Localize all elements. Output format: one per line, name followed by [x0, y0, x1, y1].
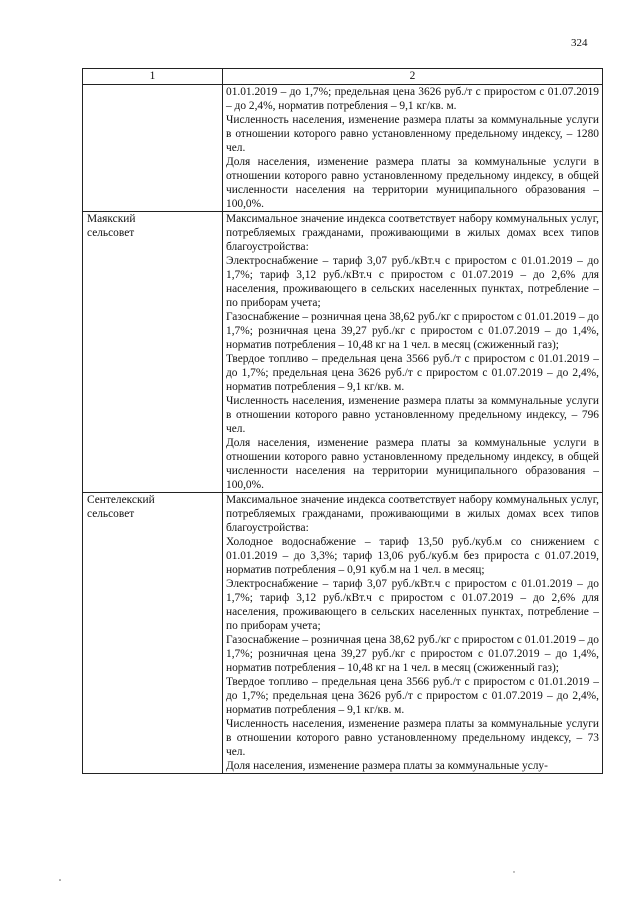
paragraph: Максимальное значение индекса соответствует набору коммунальных услуг, потребляемых гражданами, проживающими в жилых домах всех типов благоустройства: — [226, 494, 599, 534]
scan-speck — [513, 871, 514, 872]
paragraph: Газоснабжение – розничная цена 38,62 руб./кг с приростом с 01.01.2019 – до 1,7%; розничная цена 39,27 руб./кг с приростом с 01.07.2019 – до 1,4%, норматив потребления – 10,48 кг на 1 чел. в месяц (сжиженный газ); — [226, 311, 599, 351]
paragraph: Максимальное значение индекса соответствует набору коммунальных услуг, потребляемых гражданами, проживающими в жилых домах всех типов благоустройства: — [226, 213, 599, 253]
paragraph: Холодное водоснабжение – тариф 13,50 руб./куб.м со снижением с 01.01.2019 – до 3,3%; тариф 13,06 руб./куб.м без прироста с 01.07.2019, норматив потребления – 0,91 куб.м на 1 чел. в месяц; — [226, 536, 599, 576]
column-header-2: 2 — [223, 69, 603, 85]
municipality-type: сельсовет — [87, 227, 135, 239]
paragraph: Доля населения, изменение размера платы за коммунальные услу- — [226, 760, 548, 772]
paragraph: Доля населения, изменение размера платы за коммунальные услуги в отношении которого равно установленному предельному индексу, в общей численности населения на территории муниципального образования – 100,0%. — [226, 437, 599, 491]
paragraph: Твердое топливо – предельная цена 3566 руб./т с приростом с 01.01.2019 – до 1,7%; предельная цена 3626 руб./т с приростом с 01.07.2019 – до 2,4%, норматив потребления – 9,1 кг/кв. м. — [226, 676, 599, 716]
municipality-name: Маякский — [87, 213, 136, 225]
paragraph: 01.01.2019 – до 1,7%; предельная цена 3626 руб./т с приростом с 01.07.2019 – до 2,4%, норматив потребления – 9,1 кг/кв. м. — [226, 86, 599, 112]
paragraph: Доля населения, изменение размера платы за коммунальные услуги в отношении которого равно установленному предельному индексу, в общей численности населения на территории муниципального образования – 100,0%. — [226, 156, 599, 210]
scan-speck — [59, 879, 61, 881]
paragraph: Электроснабжение – тариф 3,07 руб./кВт.ч с приростом с 01.01.2019 – до 1,7%; тариф 3,12 руб./кВт.ч с приростом с 01.07.2019 – до 2,6% для населения, проживающего в сельских населенных пунктах, потребление – по приборам учета; — [226, 578, 599, 632]
paragraph: Численность населения, изменение размера платы за коммунальные услуги в отношении которого равно установленному предельному индексу, – 1280 чел. — [226, 114, 599, 154]
paragraph: Электроснабжение – тариф 3,07 руб./кВт.ч с приростом с 01.01.2019 – до 1,7%; тариф 3,12 руб./кВт.ч с приростом с 01.07.2019 – до 2,6% для населения, проживающего в сельских населенных пунктах, потребление – по приборам учета; — [226, 255, 599, 309]
paragraph: Численность населения, изменение размера платы за коммунальные услуги в отношении которого равно установленному предельному индексу, – 796 чел. — [226, 395, 599, 435]
column-header-1: 1 — [83, 69, 223, 85]
paragraph: Газоснабжение – розничная цена 38,62 руб./кг с приростом с 01.01.2019 – до 1,7%; розничная цена 39,27 руб./кг с приростом с 01.07.2019 – до 1,4%, норматив потребления – 10,48 кг на 1 чел. в месяц (сжиженный газ); — [226, 634, 599, 674]
paragraph: Численность населения, изменение размера платы за коммунальные услуги в отношении которого равно установленному предельному индексу, – 73 чел. — [226, 718, 599, 758]
municipality-type: сельсовет — [87, 508, 135, 520]
page-number: 324 — [571, 37, 588, 49]
paragraph: Твердое топливо – предельная цена 3566 руб./т с приростом с 01.01.2019 – до 1,7%; предельная цена 3626 руб./т с приростом с 01.07.2019 – до 2,4%, норматив потребления – 9,1 кг/кв. м. — [226, 353, 599, 393]
municipality-name: Сентелекский — [87, 494, 155, 506]
